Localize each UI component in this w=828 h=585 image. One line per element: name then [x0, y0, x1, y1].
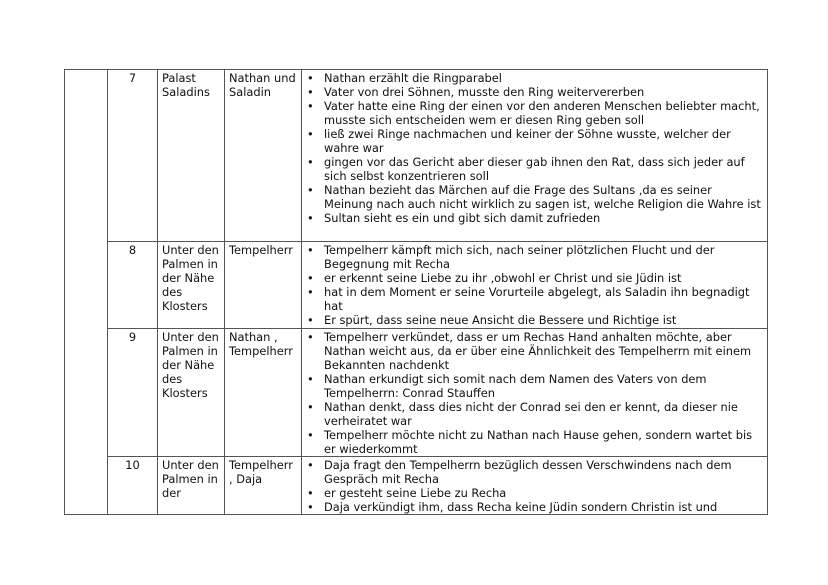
- event-list: [306, 243, 763, 327]
- scene-persons: Nathan , Tempelherr: [225, 329, 302, 457]
- scene-place: Unter den Palmen in der Nähe des Klosters: [158, 242, 225, 329]
- table-row: [65, 242, 768, 329]
- list-item: • er gesteht seine Liebe zu Recha: [322, 486, 763, 500]
- blank-column-cell: [65, 70, 108, 515]
- scene-events: [302, 329, 768, 457]
- scene-place: Palast Saladins: [158, 70, 225, 242]
- scene-table: [64, 69, 768, 515]
- list-item: • Nathan bezieht das Märchen auf die Frage des Sultans ,da es seiner Meinung nach auch nicht wirklich zu sagen ist, welche Religion die Wahre ist: [322, 183, 763, 211]
- event-list: [306, 330, 763, 456]
- table-row: [65, 329, 768, 457]
- list-item: • Tempelherr kämpft mich sich, nach seiner plötzlichen Flucht und der Begegnung mit Recha: [322, 243, 763, 271]
- list-item: • gingen vor das Gericht aber dieser gab ihnen den Rat, dass sich jeder auf sich selbst konzentrieren soll: [322, 155, 763, 183]
- list-item: • Nathan denkt, dass dies nicht der Conrad sei den er kennt, da dieser nie verheiratet war: [322, 400, 763, 428]
- list-item: • er erkennt seine Liebe zu ihr ,obwohl er Christ und sie Jüdin ist: [322, 271, 763, 285]
- scene-persons: Nathan und Saladin: [225, 70, 302, 242]
- list-item: • Vater hatte eine Ring der einen vor den anderen Menschen beliebter macht, musste sich entscheiden wem er diesen Ring geben soll: [322, 99, 763, 127]
- list-item: • Vater von drei Söhnen, musste den Ring weitervererben: [322, 85, 763, 99]
- list-item: • Daja verkündigt ihm, dass Recha keine Jüdin sondern Christin ist und: [322, 500, 763, 514]
- scene-persons: Tempelherr , Daja: [225, 457, 302, 515]
- table-row: [65, 457, 768, 515]
- list-item: • Tempelherr verkündet, dass er um Rechas Hand anhalten möchte, aber Nathan weicht aus, da er über eine Ähnlichkeit des Tempelherrn mit einem Bekannten nachdenkt: [322, 330, 763, 372]
- scene-number: 8: [108, 242, 158, 329]
- list-item: • Nathan erzählt die Ringparabel: [322, 71, 763, 85]
- scene-events: [302, 70, 768, 242]
- table-row: [65, 70, 768, 242]
- scene-number: 9: [108, 329, 158, 457]
- list-item: • Tempelherr möchte nicht zu Nathan nach Hause gehen, sondern wartet bis er wiederkommt: [322, 428, 763, 456]
- event-list: [306, 458, 763, 514]
- scene-place: Unter den Palmen in der: [158, 457, 225, 515]
- scene-number: 10: [108, 457, 158, 515]
- list-item: • ließ zwei Ringe nachmachen und keiner der Söhne wusste, welcher der wahre war: [322, 127, 763, 155]
- list-item: • Daja fragt den Tempelherrn bezüglich dessen Verschwindens nach dem Gespräch mit Recha: [322, 458, 763, 486]
- scene-events: [302, 457, 768, 515]
- scene-persons: Tempelherr: [225, 242, 302, 329]
- list-item: • Sultan sieht es ein und gibt sich damit zufrieden: [322, 211, 763, 225]
- scene-place: Unter den Palmen in der Nähe des Klosters: [158, 329, 225, 457]
- scene-number: 7: [108, 70, 158, 242]
- list-item: • Er spürt, dass seine neue Ansicht die Bessere und Richtige ist: [322, 313, 763, 327]
- list-item: • hat in dem Moment er seine Vorurteile abgelegt, als Saladin ihn begnadigt hat: [322, 285, 763, 313]
- scene-events: [302, 242, 768, 329]
- event-list: [306, 71, 763, 225]
- list-item: • Nathan erkundigt sich somit nach dem Namen des Vaters von dem Tempelherrn: Conrad Stauffen: [322, 372, 763, 400]
